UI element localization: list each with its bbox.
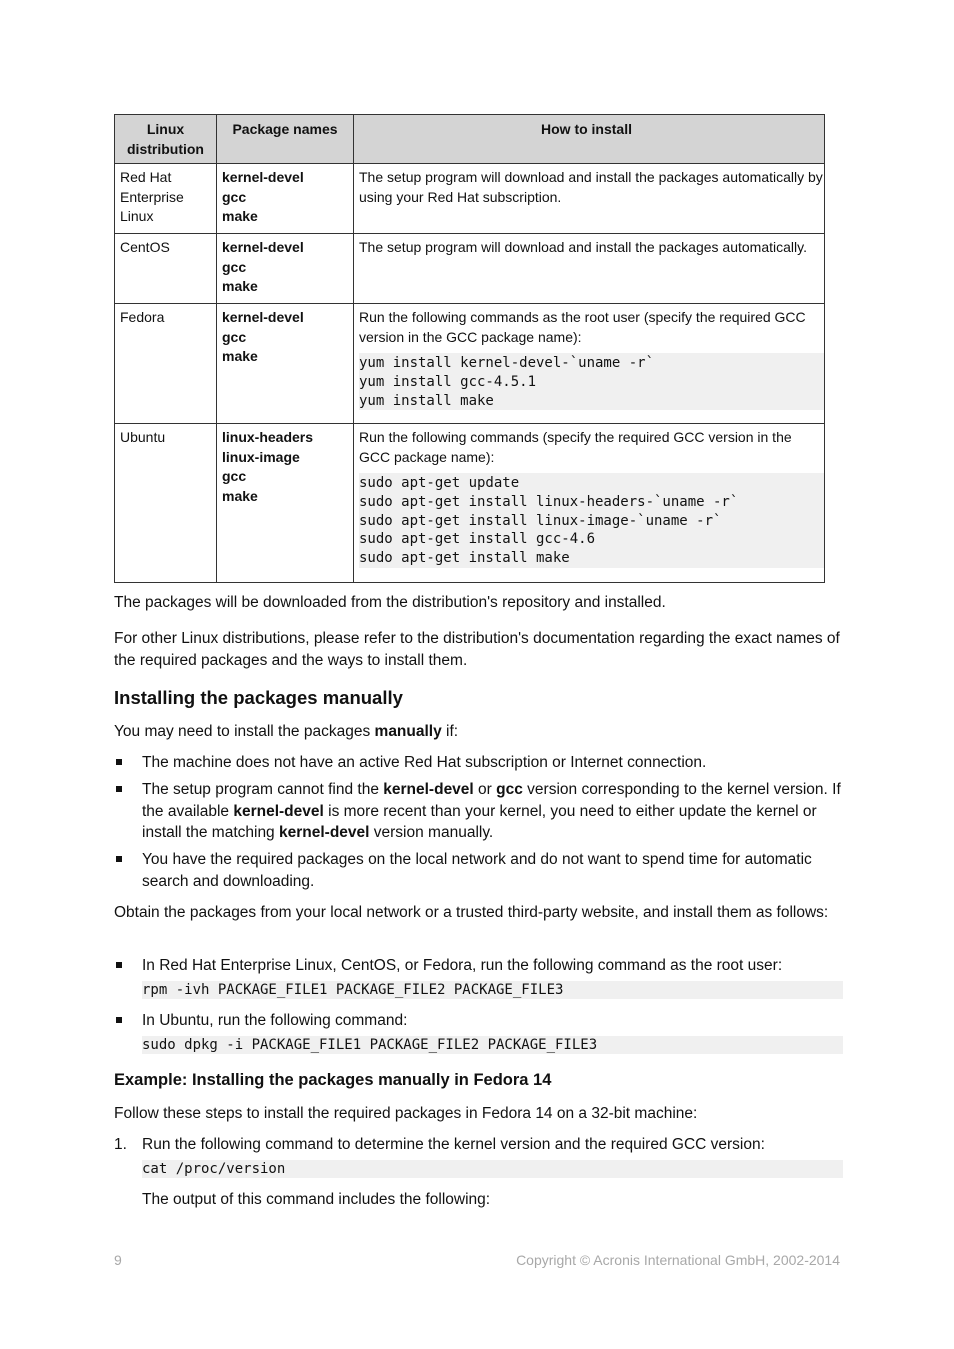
package-name: make (222, 208, 258, 224)
header-package-names: Package names (217, 115, 354, 164)
header-distribution: Linux distribution (115, 115, 217, 164)
condition-bold: gcc (496, 781, 523, 798)
condition-text: You have the required packages on the local network and do not want to spend time for automatic search and downloading. (142, 851, 812, 890)
rpm-command: rpm -ivh PACKAGE_FILE1 PACKAGE_FILE2 PACKAGE_FILE3 (142, 981, 843, 999)
list-item (114, 955, 844, 977)
copyright-text: Copyright © Acronis International GmbH, 2002-2014 (516, 1252, 840, 1268)
package-name: kernel-devel (222, 309, 304, 325)
how-text: Run the following commands as the root user (specify the required GCC version in the GCC package name): (359, 309, 806, 345)
manual-intro-bold: manually (374, 723, 442, 740)
step-text: Run the following command to determine the kernel version and the required GCC version: (142, 1136, 765, 1153)
condition-part: The setup program cannot find the (142, 781, 384, 798)
code-line: sudo apt-get install linux-image-`uname -r` (359, 512, 722, 529)
condition-bold: kernel-devel (279, 824, 370, 841)
dpkg-command: sudo dpkg -i PACKAGE_FILE1 PACKAGE_FILE2 PACKAGE_FILE3 (142, 1036, 843, 1054)
package-name: gcc (222, 328, 247, 345)
step-number: 1. (114, 1136, 127, 1153)
condition-part: version manually. (369, 824, 494, 841)
condition-bold: kernel-devel (383, 781, 474, 798)
code-block (359, 473, 824, 568)
list-item (114, 752, 844, 774)
page-number: 9 (114, 1252, 122, 1268)
distro-cell: CentOS (115, 234, 217, 304)
condition-bold: kernel-devel (233, 802, 324, 820)
table-header-row (115, 115, 825, 164)
packages-cell (217, 424, 354, 583)
package-name: gcc (222, 258, 247, 275)
manual-intro-end: if: (441, 723, 459, 740)
table-row (115, 304, 825, 424)
header-how-to-install: How to install (354, 115, 825, 164)
list-item (114, 849, 844, 892)
how-text: The setup program will download and install the packages automatically by using your Red Hat subscription. (359, 169, 823, 205)
code-block (359, 353, 824, 410)
condition-part: or (473, 781, 497, 798)
distro-cell: Ubuntu (115, 424, 217, 583)
bullet-square-icon (116, 856, 122, 862)
code-line: sudo apt-get install make (359, 550, 570, 567)
list-item (114, 1010, 844, 1032)
package-name: kernel-devel (222, 239, 304, 255)
table-row (115, 424, 825, 583)
code-line: yum install gcc-4.5.1 (359, 373, 537, 390)
package-name: make (222, 487, 258, 504)
heading-example-fedora: Example: Installing the packages manually in Fedora 14 (114, 1071, 552, 1089)
code-line: sudo apt-get install gcc-4.6 (359, 531, 596, 548)
obtain-packages-text: Obtain the packages from your local network or a trusted third-party website, and install them as follows: (114, 904, 829, 921)
how-cell (354, 164, 825, 234)
condition-part: is more recent than your kernel, you need to either update the kernel or install the matching (142, 802, 817, 841)
code-line: sudo apt-get install linux-headers-`uname -r` (359, 493, 739, 510)
distro-cell: Red Hat Enterprise Linux (115, 164, 217, 234)
bullet-square-icon (116, 962, 122, 968)
how-cell (354, 304, 825, 424)
step-output-text: The output of this command includes the following: (142, 1191, 491, 1208)
package-table (114, 114, 825, 583)
packages-cell (217, 164, 354, 234)
other-distributions-text: For other Linux distributions, please refer to the distribution's documentation regarding the exact names of the required packages and the ways to install them. (114, 630, 840, 669)
install-rh-text: In Red Hat Enterprise Linux, CentOS, or Fedora, run the following command as the root user: (142, 957, 783, 974)
bullet-square-icon (116, 786, 122, 792)
manual-intro (114, 721, 844, 743)
how-text: The setup program will download and install the packages automatically. (359, 239, 807, 255)
how-cell (354, 234, 825, 304)
code-line: sudo apt-get update (359, 475, 520, 491)
bullet-square-icon (116, 759, 122, 765)
package-name: gcc (222, 468, 247, 484)
heading-installing-manually: Installing the packages manually (114, 687, 403, 708)
package-name: make (222, 278, 258, 294)
distro-cell: Fedora (115, 304, 217, 424)
manual-intro-text: You may need to install the packages (114, 723, 375, 740)
package-name: kernel-devel (222, 169, 304, 185)
condition-part: version corresponding to the kernel version. If the available (142, 781, 841, 820)
list-item (114, 779, 844, 844)
condition-text: The machine does not have an active Red Hat subscription or Internet connection. (142, 754, 707, 771)
package-name: linux-headers (222, 429, 314, 445)
how-text: Run the following commands (specify the required GCC version in the GCC package name): (359, 429, 792, 465)
package-name: linux-image (222, 448, 300, 465)
table-row (115, 234, 825, 304)
how-cell (354, 424, 825, 583)
package-name: make (222, 348, 258, 364)
packages-cell (217, 234, 354, 304)
code-line: yum install make (359, 392, 494, 409)
packages-downloaded-text: The packages will be downloaded from the distribution's repository and installed. (114, 594, 666, 611)
cat-version-command: cat /proc/version (142, 1160, 843, 1178)
list-item (114, 1134, 844, 1156)
table-row (115, 164, 825, 234)
code-line: yum install kernel-devel-`uname -r` (359, 355, 655, 371)
bullet-square-icon (116, 1017, 122, 1023)
install-ubuntu-text: In Ubuntu, run the following command: (142, 1012, 408, 1029)
example-intro-text: Follow these steps to install the required packages in Fedora 14 on a 32-bit machine: (114, 1105, 698, 1122)
condition-text (142, 779, 844, 844)
package-name: gcc (222, 188, 247, 205)
packages-cell (217, 304, 354, 424)
